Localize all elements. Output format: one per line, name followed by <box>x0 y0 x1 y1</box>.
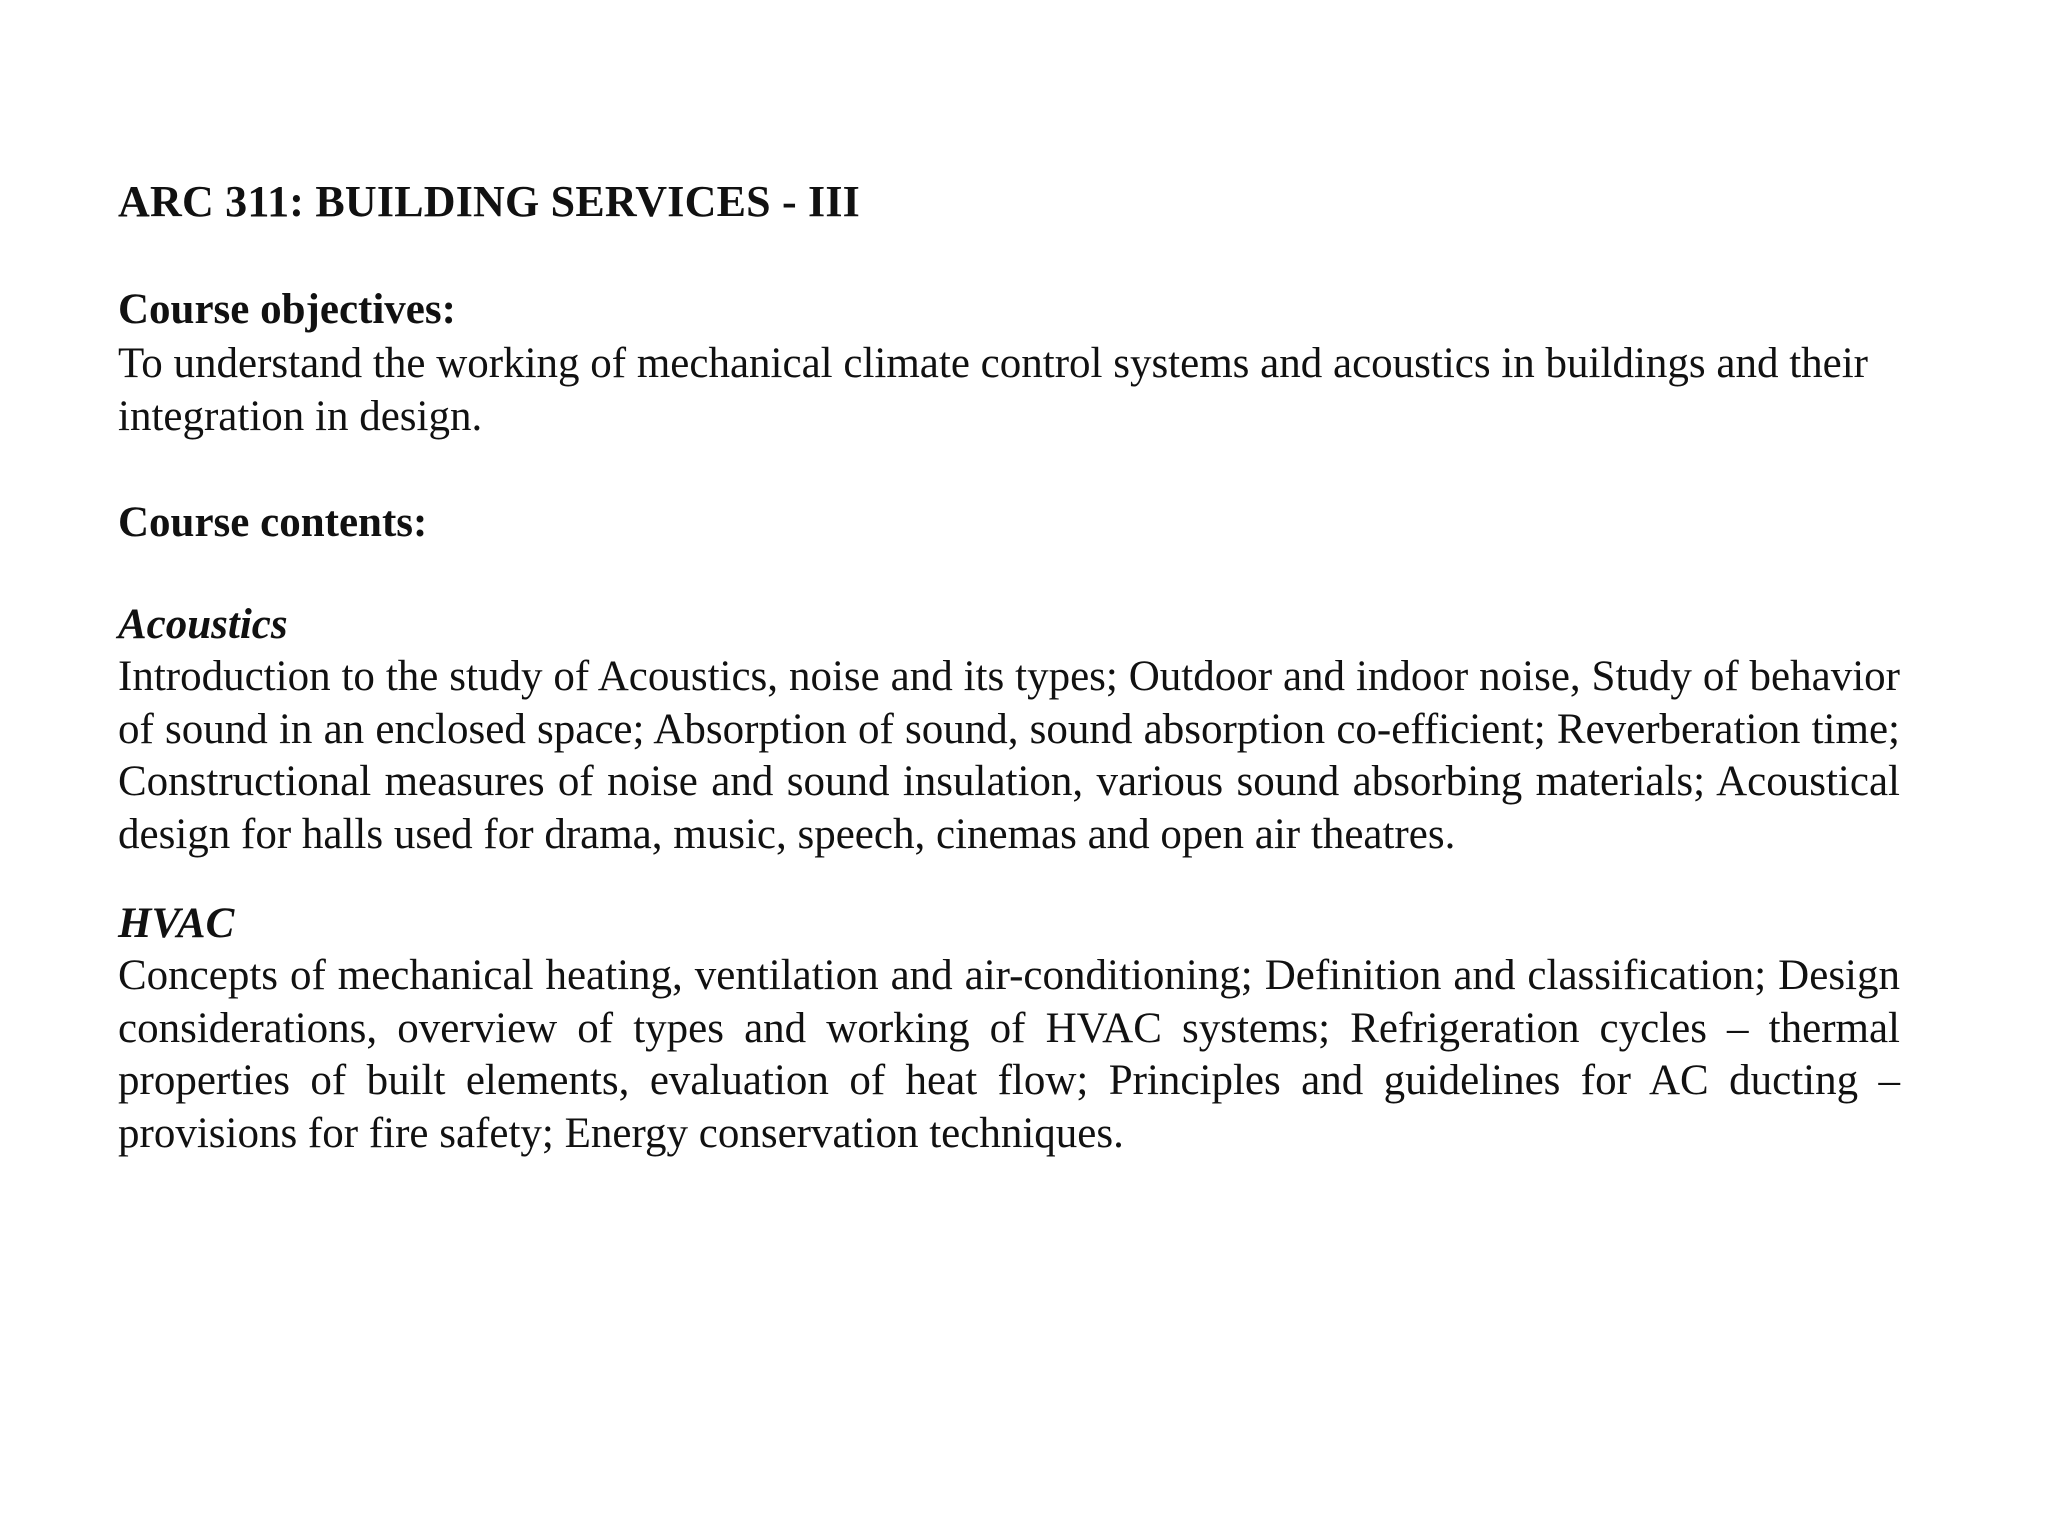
topic-title-acoustics: Acoustics <box>118 601 288 648</box>
course-title: ARC 311: BUILDING SERVICES - III <box>118 177 861 226</box>
topic-text-hvac: Concepts of mechanical heating, ventilation and air-conditioning; Definition and classification; Design considerations, overview of types and working of HVAC systems; Refrigeration cycles – thermal properties of built elements, evaluation of heat flow; Principles and guidelines for AC ducting – provisions for fire safety; Energy conservation techniques. <box>118 952 1900 1157</box>
contents-heading: Course contents: <box>118 499 428 546</box>
document-body <box>118 172 1900 1160</box>
topic-text-acoustics: Introduction to the study of Acoustics, noise and its types; Outdoor and indoor noise, Study of behavior of sound in an enclosed space; Absorption of sound, sound absorption co-efficient; Reverberation time; Constructional measures of noise and sound insulation, various sound absorbing materials; Acoustical design for halls used for drama, music, speech, cinemas and open air theatres. <box>118 653 1900 858</box>
objectives-heading: Course objectives: <box>118 286 456 333</box>
topic-title-hvac: HVAC <box>118 900 235 947</box>
objectives-text: To understand the working of mechanical climate control systems and acoustics in buildings and their integration in design. <box>118 340 1869 440</box>
